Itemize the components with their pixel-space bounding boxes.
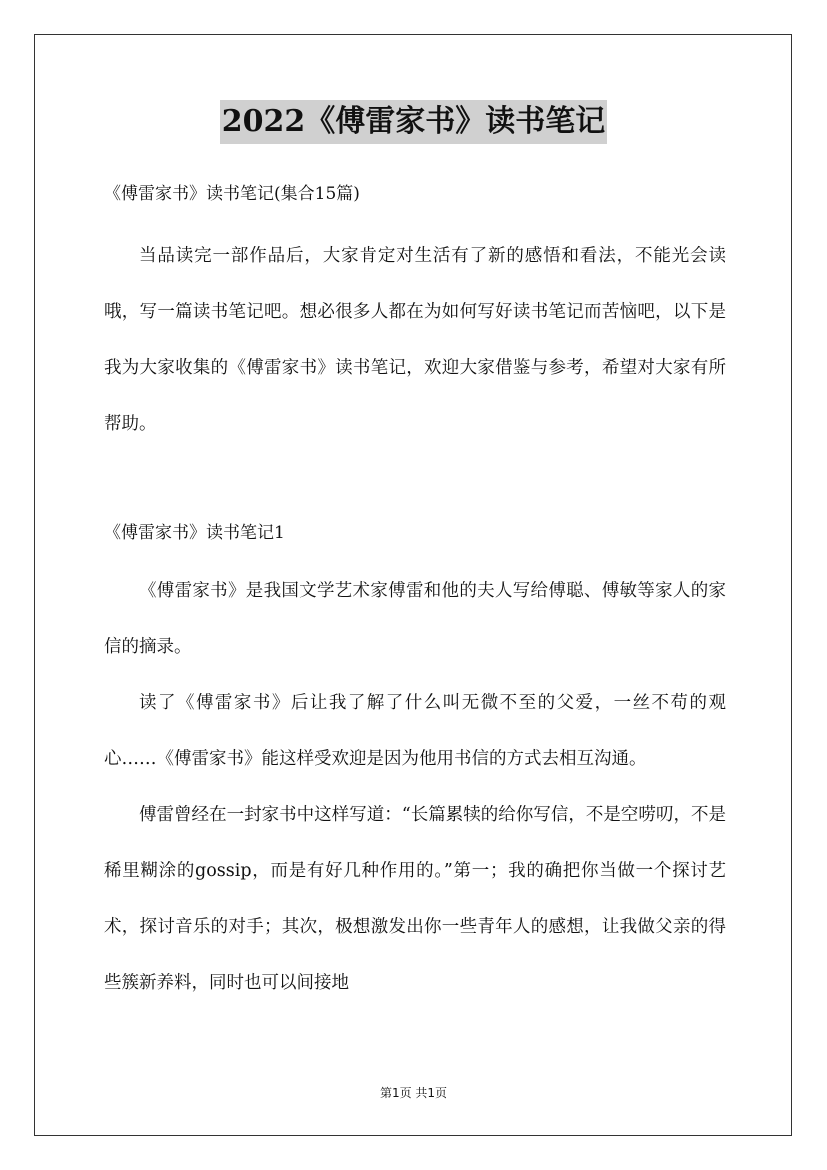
body-paragraph-1: 《傅雷家书》是我国文学艺术家傅雷和他的夫人写给傅聪、傅敏等家人的家信的摘录。	[104, 581, 726, 657]
title-container	[0, 100, 827, 144]
document-subtitle: 《傅雷家书》读书笔记(集合15篇)	[104, 184, 360, 204]
body-paragraph-2: 读了《傅雷家书》后让我了解了什么叫无微不至的父爱，一丝不苟的观心……《傅雷家书》能这样受欢迎是因为他用书信的方式去相互沟通。	[104, 693, 726, 769]
document-title: 2022《傅雷家书》读书笔记	[220, 100, 608, 144]
intro-paragraph: 当品读完一部作品后，大家肯定对生活有了新的感悟和看法，不能光会读哦，写一篇读书笔记吧。想必很多人都在为如何写好读书笔记而苦恼吧，以下是我为大家收集的《傅雷家书》读书笔记，欢迎大家借鉴与参考，希望对大家有所帮助。	[104, 246, 726, 434]
body-paragraph-3: 傅雷曾经在一封家书中这样写道：“长篇累犊的给你写信，不是空唠叨，不是稀里糊涂的gossip，而是有好几种作用的。”第一；我的确把你当做一个探讨艺术，探讨音乐的对手；其次，极想激发出你一些青年人的感想，让我做父亲的得些簇新养料，同时也可以间接地	[104, 805, 726, 993]
section-heading: 《傅雷家书》读书笔记1	[104, 523, 285, 543]
document-body	[104, 180, 726, 1011]
page-footer: 第1页 共1页	[379, 1086, 448, 1100]
